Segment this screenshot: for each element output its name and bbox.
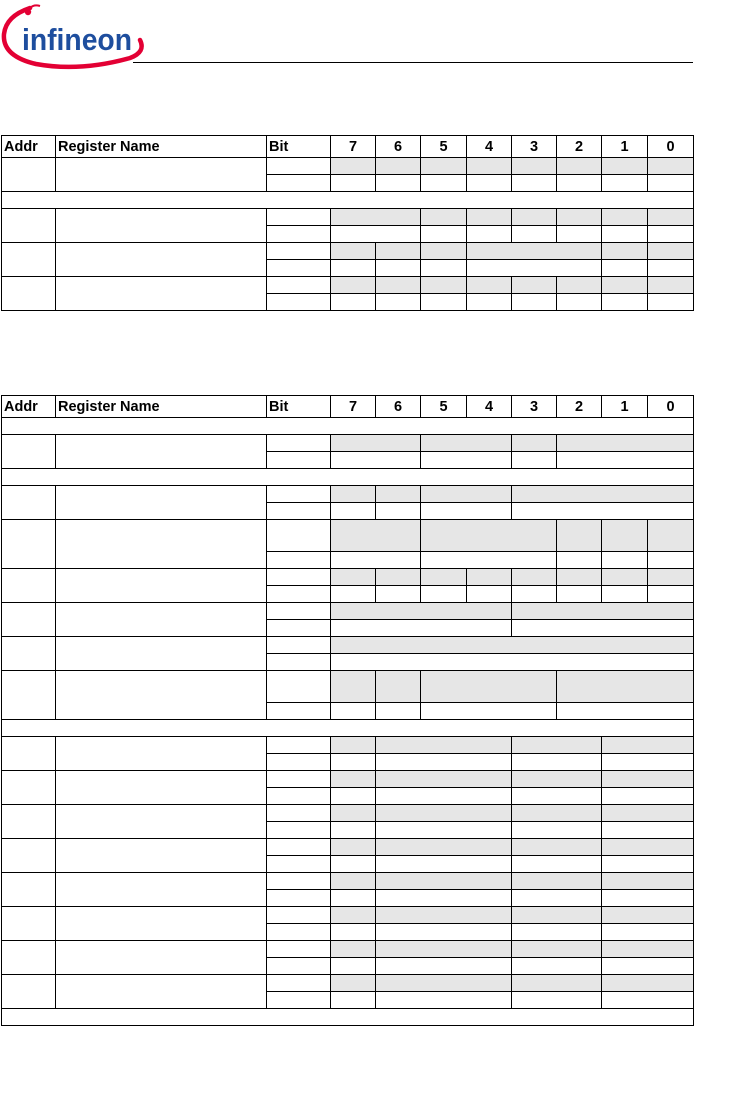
- table-header-row: [2, 136, 694, 158]
- bit-header: Bit: [267, 136, 331, 158]
- register-name-header: Register Name: [56, 136, 267, 158]
- section-separator-row: [2, 469, 694, 486]
- bit-4-header: 4: [467, 136, 512, 158]
- header-rule: [133, 62, 693, 63]
- table-row: [2, 671, 694, 703]
- table-row: [2, 520, 694, 552]
- bit-5-header: 5: [421, 136, 467, 158]
- table-row: [2, 435, 694, 452]
- table-row: [2, 907, 694, 924]
- svg-text:infineon: infineon: [22, 22, 132, 57]
- register-table-1: [1, 135, 694, 311]
- table-row: [2, 486, 694, 503]
- bit-header: Bit: [267, 396, 331, 418]
- table-row: [2, 209, 694, 226]
- bit-0-header: 0: [648, 136, 694, 158]
- table-row: [2, 569, 694, 586]
- bit-2-header: 2: [557, 136, 602, 158]
- bit-7-header: 7: [331, 396, 376, 418]
- table-header-row: [2, 396, 694, 418]
- table-row: [2, 771, 694, 788]
- table-row: [2, 158, 694, 175]
- bit-3-header: 3: [512, 396, 557, 418]
- table-row: [2, 637, 694, 654]
- bit-3-header: 3: [512, 136, 557, 158]
- bit-4-header: 4: [467, 396, 512, 418]
- addr-header: Addr: [2, 136, 56, 158]
- register-table-2: [1, 395, 694, 1026]
- bit-1-header: 1: [602, 396, 648, 418]
- bit-6-header: 6: [376, 136, 421, 158]
- bit-6-header: 6: [376, 396, 421, 418]
- addr-header: Addr: [2, 396, 56, 418]
- table-row: [2, 737, 694, 754]
- bit-0-header: 0: [648, 396, 694, 418]
- table-row: [2, 603, 694, 620]
- bit-1-header: 1: [602, 136, 648, 158]
- section-separator-row: [2, 1009, 694, 1026]
- table-row: [2, 805, 694, 822]
- infineon-logo: [0, 0, 150, 70]
- section-separator-row: [2, 192, 694, 209]
- table-row: [2, 277, 694, 294]
- register-name-header: Register Name: [56, 396, 267, 418]
- bit-5-header: 5: [421, 396, 467, 418]
- table-row: [2, 941, 694, 958]
- bit-2-header: 2: [557, 396, 602, 418]
- table-row: [2, 975, 694, 992]
- section-separator-row: [2, 418, 694, 435]
- table-row: [2, 839, 694, 856]
- table-row: [2, 873, 694, 890]
- section-separator-row: [2, 720, 694, 737]
- table-row: [2, 243, 694, 260]
- bit-7-header: 7: [331, 136, 376, 158]
